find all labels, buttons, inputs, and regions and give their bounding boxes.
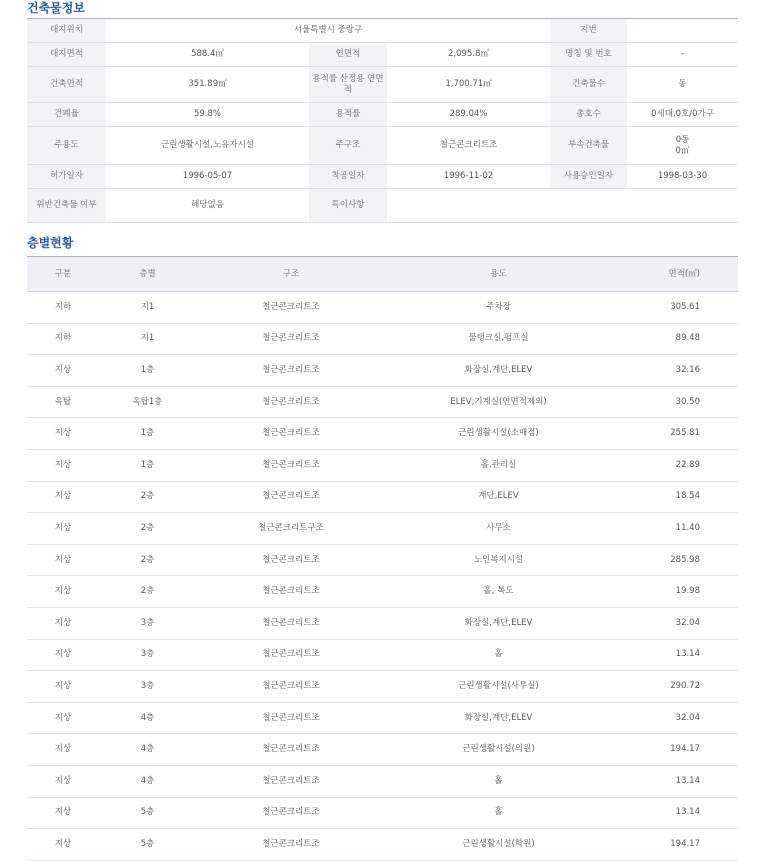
floor-area: 89.48 bbox=[611, 323, 738, 355]
floor-structure: 철근콘크리트조 bbox=[196, 292, 386, 324]
table-row bbox=[27, 323, 738, 355]
info-row bbox=[27, 103, 738, 127]
info-value: 동 bbox=[627, 67, 738, 103]
floor-area: 290.72 bbox=[611, 671, 738, 703]
floor-level: 4층 bbox=[99, 765, 196, 797]
floor-structure: 철근콘크리트구조 bbox=[196, 513, 386, 545]
floor-level: 옥탑1층 bbox=[99, 386, 196, 418]
column-header: 구분 bbox=[27, 257, 99, 292]
floor-usage: 주차장 bbox=[386, 292, 611, 324]
info-value: 서울특별시 중랑구 bbox=[106, 19, 550, 43]
info-value: 해당없음 bbox=[106, 189, 309, 223]
floor-structure: 철근콘크리트조 bbox=[196, 386, 386, 418]
floor-category: 지상 bbox=[27, 702, 99, 734]
floor-structure: 철근콘크리트조 bbox=[196, 702, 386, 734]
floor-level: 4층 bbox=[99, 702, 196, 734]
info-value: 근린생활시설,노유자시설 bbox=[106, 127, 309, 165]
floor-level: 4층 bbox=[99, 734, 196, 766]
floor-area: 32.04 bbox=[611, 702, 738, 734]
table-row bbox=[27, 607, 738, 639]
info-value: 289.04% bbox=[387, 103, 550, 127]
table-header-row bbox=[27, 257, 738, 292]
building-info-title: 건축물정보 bbox=[27, 1, 85, 15]
floor-structure: 철근콘크리트조 bbox=[196, 323, 386, 355]
floor-category: 지하 bbox=[27, 292, 99, 324]
info-label: 총호수 bbox=[550, 103, 627, 127]
info-label: 착공일자 bbox=[309, 165, 387, 189]
floor-category: 지상 bbox=[27, 639, 99, 671]
info-label: 허가일자 bbox=[27, 165, 106, 189]
column-header: 용도 bbox=[386, 257, 611, 292]
floor-area: 255.81 bbox=[611, 418, 738, 450]
floor-usage: 화장실,계단,ELEV bbox=[386, 607, 611, 639]
floor-category: 지상 bbox=[27, 544, 99, 576]
info-row bbox=[27, 43, 738, 67]
info-label: 대지면적 bbox=[27, 43, 106, 67]
table-row bbox=[27, 671, 738, 703]
floor-area: 32.16 bbox=[611, 355, 738, 387]
floor-status-table bbox=[27, 256, 738, 861]
floor-level: 1층 bbox=[99, 449, 196, 481]
floor-usage: 사무소 bbox=[386, 513, 611, 545]
floor-table-body bbox=[27, 292, 738, 861]
floor-category: 지하 bbox=[27, 323, 99, 355]
info-label: 주용도 bbox=[27, 127, 106, 165]
table-row bbox=[27, 418, 738, 450]
floor-level: 2층 bbox=[99, 576, 196, 608]
floor-usage: 근린생활시설(의원) bbox=[386, 734, 611, 766]
column-header: 구조 bbox=[196, 257, 386, 292]
table-row bbox=[27, 829, 738, 861]
column-header: 면적(㎡) bbox=[611, 257, 738, 292]
table-row bbox=[27, 639, 738, 671]
table-row bbox=[27, 702, 738, 734]
info-label: 건폐율 bbox=[27, 103, 106, 127]
info-label: 건축물수 bbox=[550, 67, 627, 103]
info-label: 사용승인일자 bbox=[550, 165, 627, 189]
floor-structure: 철근콘크리트조 bbox=[196, 765, 386, 797]
info-label: 위반건축물 여부 bbox=[27, 189, 106, 223]
table-row bbox=[27, 292, 738, 324]
floor-level: 3층 bbox=[99, 639, 196, 671]
floor-category: 지상 bbox=[27, 765, 99, 797]
floor-usage: 홀 bbox=[386, 639, 611, 671]
table-row bbox=[27, 513, 738, 545]
floor-usage: 홀 bbox=[386, 797, 611, 829]
info-value bbox=[387, 189, 738, 223]
floor-category: 지상 bbox=[27, 355, 99, 387]
table-row bbox=[27, 576, 738, 608]
floor-structure: 철근콘크리트조 bbox=[196, 829, 386, 861]
floor-structure: 철근콘크리트조 bbox=[196, 734, 386, 766]
info-label: 연면적 bbox=[309, 43, 387, 67]
floor-category: 지상 bbox=[27, 734, 99, 766]
floor-usage: 화장실,계단,ELEV bbox=[386, 355, 611, 387]
floor-category: 지상 bbox=[27, 576, 99, 608]
info-row bbox=[27, 189, 738, 223]
annex-area: 0㎡ bbox=[675, 145, 690, 156]
info-value: 철근콘크리트조 bbox=[387, 127, 550, 165]
floor-level: 지1 bbox=[99, 323, 196, 355]
floor-structure: 철근콘크리트조 bbox=[196, 671, 386, 703]
floor-level: 지1 bbox=[99, 292, 196, 324]
floor-structure: 철근콘크리트조 bbox=[196, 481, 386, 513]
building-info-table bbox=[27, 18, 738, 223]
info-value: 1996-05-07 bbox=[106, 165, 309, 189]
floor-category: 지상 bbox=[27, 418, 99, 450]
floor-level: 3층 bbox=[99, 607, 196, 639]
info-value: - bbox=[627, 43, 738, 67]
floor-structure: 철근콘크리트조 bbox=[196, 576, 386, 608]
floor-area: 194.17 bbox=[611, 829, 738, 861]
floor-category: 지상 bbox=[27, 607, 99, 639]
info-label: 용적률 산정용 연면적 bbox=[309, 67, 387, 103]
floor-usage: 화장실,계단,ELEV bbox=[386, 702, 611, 734]
floor-area: 32.04 bbox=[611, 607, 738, 639]
floor-area: 194.17 bbox=[611, 734, 738, 766]
floor-usage: 계단,ELEV bbox=[386, 481, 611, 513]
floor-category: 지상 bbox=[27, 829, 99, 861]
floor-structure: 철근콘크리트조 bbox=[196, 639, 386, 671]
floor-level: 1층 bbox=[99, 418, 196, 450]
floor-usage: 물탱크실,펌프실 bbox=[386, 323, 611, 355]
table-row bbox=[27, 797, 738, 829]
floor-area: 13.14 bbox=[611, 639, 738, 671]
info-value bbox=[627, 127, 738, 165]
floor-usage: 홀, 복도 bbox=[386, 576, 611, 608]
info-value: 2,095.8㎡ bbox=[387, 43, 550, 67]
floor-category: 지상 bbox=[27, 449, 99, 481]
floor-usage: 근린생활시설(소매점) bbox=[386, 418, 611, 450]
floor-category: 지상 bbox=[27, 671, 99, 703]
floor-structure: 철근콘크리트조 bbox=[196, 797, 386, 829]
floor-usage: 홀 bbox=[386, 765, 611, 797]
floor-area: 305.61 bbox=[611, 292, 738, 324]
info-label: 건축면적 bbox=[27, 67, 106, 103]
table-row bbox=[27, 765, 738, 797]
floor-category: 지상 bbox=[27, 797, 99, 829]
floor-structure: 철근콘크리트조 bbox=[196, 449, 386, 481]
info-label: 명칭 및 번호 bbox=[550, 43, 627, 67]
info-label: 주구조 bbox=[309, 127, 387, 165]
info-label: 지번 bbox=[550, 19, 627, 43]
table-row bbox=[27, 449, 738, 481]
floor-category: 지상 bbox=[27, 513, 99, 545]
floor-structure: 철근콘크리트조 bbox=[196, 355, 386, 387]
floor-level: 2층 bbox=[99, 481, 196, 513]
floor-level: 5층 bbox=[99, 797, 196, 829]
floor-area: 13.14 bbox=[611, 797, 738, 829]
info-row bbox=[27, 67, 738, 103]
floor-structure: 철근콘크리트조 bbox=[196, 607, 386, 639]
floor-category: 옥탑 bbox=[27, 386, 99, 418]
column-header: 층별 bbox=[99, 257, 196, 292]
info-label: 대지위치 bbox=[27, 19, 106, 43]
info-value: 1998-03-30 bbox=[627, 165, 738, 189]
floor-usage: 근린생활시설(사무실) bbox=[386, 671, 611, 703]
table-row bbox=[27, 734, 738, 766]
info-row bbox=[27, 165, 738, 189]
floor-area: 285.98 bbox=[611, 544, 738, 576]
info-label: 특이사항 bbox=[309, 189, 387, 223]
info-value: 588.4㎡ bbox=[106, 43, 309, 67]
info-value: 1,700.71㎡ bbox=[387, 67, 550, 103]
info-label: 부속건축물 bbox=[550, 127, 627, 165]
table-row bbox=[27, 481, 738, 513]
floor-area: 22.89 bbox=[611, 449, 738, 481]
floor-level: 5층 bbox=[99, 829, 196, 861]
info-value: 0세대,0호/0가구 bbox=[627, 103, 738, 127]
floor-usage: 홀,관리실 bbox=[386, 449, 611, 481]
info-value: 1996-11-02 bbox=[387, 165, 550, 189]
floor-structure: 철근콘크리트조 bbox=[196, 418, 386, 450]
info-value: 59.8% bbox=[106, 103, 309, 127]
info-row-location bbox=[27, 19, 738, 43]
floor-level: 2층 bbox=[99, 544, 196, 576]
annex-count: 0동 bbox=[675, 134, 690, 145]
floor-area: 18.54 bbox=[611, 481, 738, 513]
floor-structure: 철근콘크리트조 bbox=[196, 544, 386, 576]
floor-area: 11.40 bbox=[611, 513, 738, 545]
floor-area: 13.14 bbox=[611, 765, 738, 797]
floor-usage: ELEV,기계실(연면적제외) bbox=[386, 386, 611, 418]
floor-area: 30.50 bbox=[611, 386, 738, 418]
table-row bbox=[27, 355, 738, 387]
floor-level: 2층 bbox=[99, 513, 196, 545]
floor-level: 3층 bbox=[99, 671, 196, 703]
floor-category: 지상 bbox=[27, 481, 99, 513]
info-value: 351.89㎡ bbox=[106, 67, 309, 103]
table-row bbox=[27, 386, 738, 418]
floor-usage: 근린생활시설(학원) bbox=[386, 829, 611, 861]
floor-status-title: 층별현황 bbox=[27, 236, 74, 250]
info-row bbox=[27, 127, 738, 165]
floor-usage: 노인복지시설 bbox=[386, 544, 611, 576]
table-row bbox=[27, 544, 738, 576]
info-value bbox=[627, 19, 738, 43]
floor-level: 1층 bbox=[99, 355, 196, 387]
floor-area: 19.98 bbox=[611, 576, 738, 608]
info-label: 용적률 bbox=[309, 103, 387, 127]
